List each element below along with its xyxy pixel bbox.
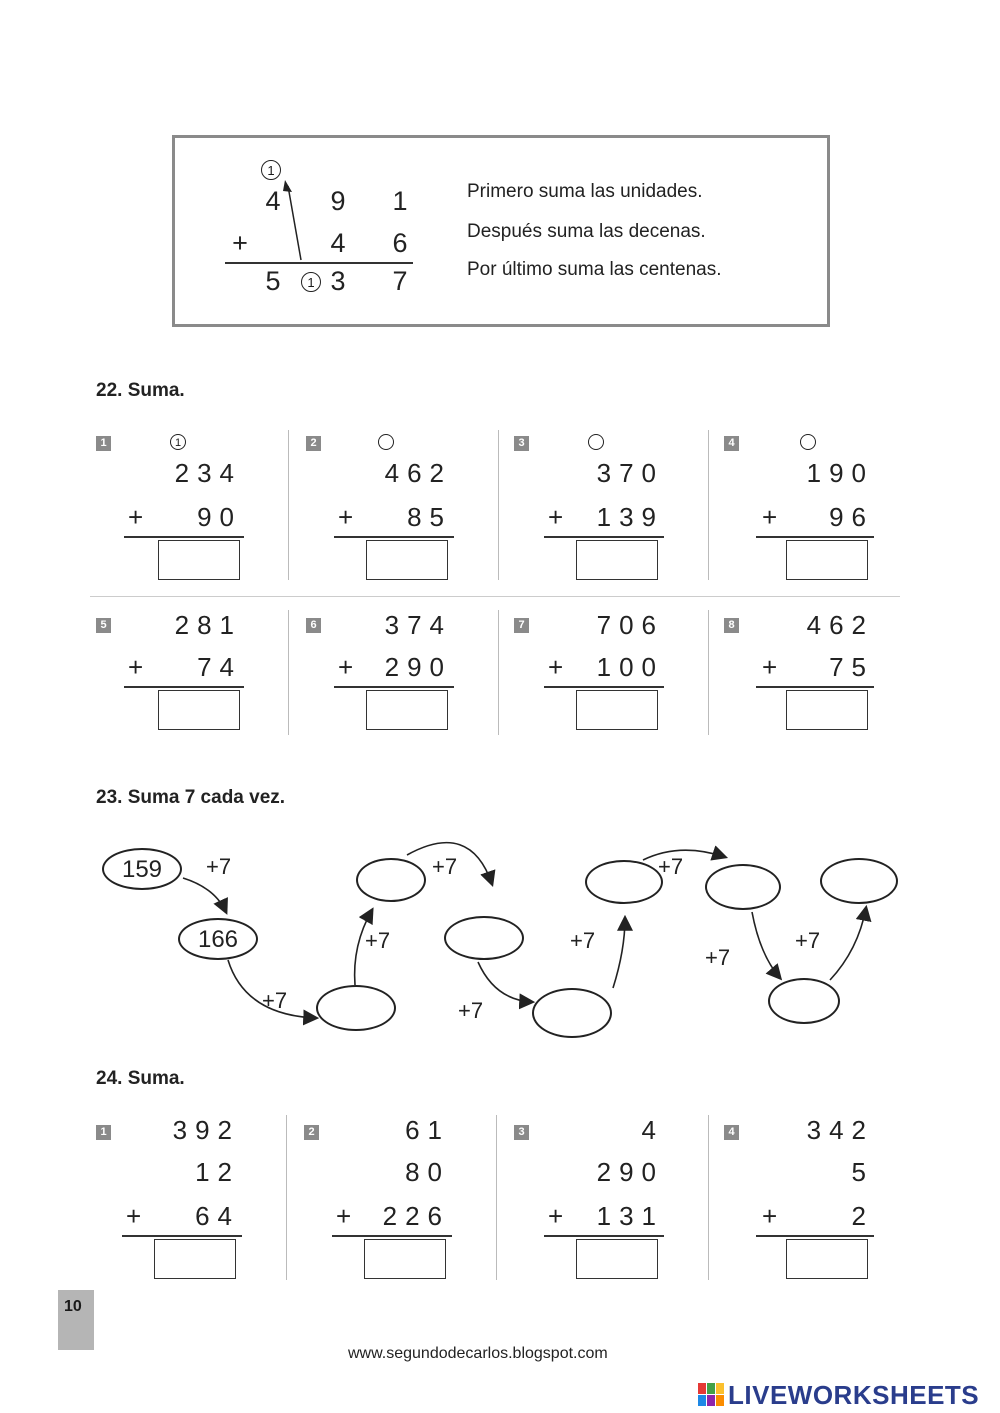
addend-bottom: 90 (197, 502, 242, 532)
addend-bottom: 75 (829, 652, 874, 682)
sum-line (756, 1235, 874, 1237)
example-plus: + (232, 228, 248, 258)
problem-24-2 (304, 1115, 514, 1285)
plus-seven-label: +7 (432, 854, 458, 879)
addend: 392 (172, 1115, 240, 1145)
answer-box[interactable] (786, 540, 868, 580)
addend: 2 (851, 1201, 874, 1231)
problem-24-3 (514, 1115, 724, 1285)
sum-line (756, 686, 874, 688)
problem-badge: 4 (724, 436, 739, 451)
chain-second-oval: 166 (178, 918, 258, 960)
addend: 226 (382, 1201, 450, 1231)
plus-seven-label: +7 (206, 854, 232, 879)
addend: 290 (596, 1157, 664, 1187)
sum-line (332, 1235, 452, 1237)
chain-answer-oval[interactable] (356, 858, 426, 902)
addend-bottom: 96 (829, 502, 874, 532)
addend-top: 374 (384, 610, 452, 640)
plus-seven-label: +7 (795, 928, 821, 953)
sum-line (544, 686, 664, 688)
problem-badge: 4 (724, 1125, 739, 1140)
example-bottom-digit: 4 (330, 228, 346, 258)
carry-circle[interactable] (378, 434, 394, 450)
plus-sign: + (128, 652, 144, 682)
plus-sign: + (548, 1201, 564, 1231)
example-line: Por último suma las centenas. (467, 259, 722, 280)
sum-line (544, 536, 664, 538)
example-line: Primero suma las unidades. (467, 181, 703, 202)
plus-sign: + (548, 652, 564, 682)
problem-24-1 (96, 1115, 306, 1285)
example-result-digit: 5 (265, 266, 281, 296)
addend: 4 (641, 1115, 664, 1145)
problem-22-4 (724, 430, 934, 585)
example-carry-bottom: 1 (301, 272, 321, 292)
plus-sign: + (762, 1201, 778, 1231)
plus-sign: + (336, 1201, 352, 1231)
footer-url[interactable]: www.segundodecarlos.blogspot.com (348, 1345, 608, 1362)
problem-24-4 (724, 1115, 934, 1285)
chain-answer-oval[interactable] (316, 985, 396, 1031)
example-box (172, 135, 830, 327)
addend-bottom: 290 (384, 652, 452, 682)
answer-box[interactable] (158, 540, 240, 580)
problem-22-6 (306, 610, 516, 735)
addend-top: 370 (596, 458, 664, 488)
brand-name: LIVEWORKSHEETS (728, 1380, 980, 1410)
answer-box[interactable] (576, 1239, 658, 1279)
answer-box[interactable] (576, 690, 658, 730)
problem-22-1 (96, 430, 306, 585)
section-23-title: 23. Suma 7 cada vez. (96, 787, 286, 808)
problem-badge: 3 (514, 1125, 529, 1140)
addend: 12 (195, 1157, 240, 1187)
sum-line (544, 1235, 664, 1237)
answer-box[interactable] (786, 1239, 868, 1279)
answer-box[interactable] (158, 690, 240, 730)
problem-22-3 (514, 430, 724, 585)
carry-circle[interactable] (588, 434, 604, 450)
sum-line (124, 686, 244, 688)
addend-bottom: 139 (596, 502, 664, 532)
addend: 342 (806, 1115, 874, 1145)
plus-seven-label: +7 (658, 854, 684, 879)
problem-22-5 (96, 610, 306, 735)
sum-line (122, 1235, 242, 1237)
problem-badge: 8 (724, 618, 739, 633)
plus-seven-label: +7 (570, 928, 596, 953)
sum-line (334, 536, 454, 538)
problem-22-2 (306, 430, 516, 585)
plus-sign: + (126, 1201, 142, 1231)
addend-bottom: 100 (596, 652, 664, 682)
plus-seven-label: +7 (458, 998, 484, 1023)
carry-circle[interactable] (800, 434, 816, 450)
chain-answer-oval[interactable] (768, 978, 840, 1024)
example-top-digit: 4 (265, 186, 281, 216)
answer-box[interactable] (154, 1239, 236, 1279)
problem-badge: 5 (96, 618, 111, 633)
example-line: Después suma las decenas. (467, 221, 706, 242)
chain-start-oval: 159 (102, 848, 182, 890)
problem-badge: 1 (96, 436, 111, 451)
section-24-title: 24. Suma. (96, 1068, 185, 1089)
example-result-digit: 3 (330, 266, 346, 296)
addend-top: 281 (174, 610, 242, 640)
plus-seven-label: +7 (365, 928, 391, 953)
addend-top: 190 (806, 458, 874, 488)
page-number: 10 (58, 1290, 94, 1350)
addend-bottom: 85 (407, 502, 452, 532)
plus-sign: + (338, 652, 354, 682)
addend: 131 (596, 1201, 664, 1231)
example-bottom-digit: 6 (392, 228, 408, 258)
divider (90, 596, 900, 597)
chain-answer-oval[interactable] (444, 916, 524, 960)
addend-bottom: 74 (197, 652, 242, 682)
sum-line (334, 686, 454, 688)
problem-badge: 2 (306, 436, 321, 451)
problem-badge: 7 (514, 618, 529, 633)
example-sum-line (225, 262, 413, 264)
plus-seven-label: +7 (262, 988, 288, 1013)
addend-top: 462 (384, 458, 452, 488)
answer-box[interactable] (364, 1239, 446, 1279)
problem-badge: 3 (514, 436, 529, 451)
carry-circle[interactable]: 1 (170, 434, 186, 450)
section-22-title: 22. Suma. (96, 380, 185, 401)
problem-badge: 2 (304, 1125, 319, 1140)
plus-seven-label: +7 (705, 945, 731, 970)
plus-sign: + (128, 502, 144, 532)
problem-badge: 1 (96, 1125, 111, 1140)
plus-sign: + (338, 502, 354, 532)
addend-top: 234 (174, 458, 242, 488)
answer-box[interactable] (366, 690, 448, 730)
example-top-digit: 9 (330, 186, 346, 216)
chain-answer-oval[interactable] (532, 988, 612, 1038)
plus-sign: + (548, 502, 564, 532)
chain-answer-oval[interactable] (705, 864, 781, 910)
answer-box[interactable] (576, 540, 658, 580)
answer-box[interactable] (786, 690, 868, 730)
example-top-digit: 1 (392, 186, 408, 216)
example-result-digit: 7 (392, 266, 408, 296)
chain-answer-oval[interactable] (585, 860, 663, 904)
plus-sign: + (762, 502, 778, 532)
liveworksheets-logo-icon (698, 1383, 724, 1407)
addend: 80 (405, 1157, 450, 1187)
addend: 61 (405, 1115, 450, 1145)
plus-sign: + (762, 652, 778, 682)
problem-badge: 6 (306, 618, 321, 633)
problem-22-8 (724, 610, 934, 735)
problem-22-7 (514, 610, 724, 735)
example-carry-top: 1 (261, 160, 281, 180)
sum-line (756, 536, 874, 538)
addend-top: 462 (806, 610, 874, 640)
addend-top: 706 (596, 610, 664, 640)
addend: 64 (195, 1201, 240, 1231)
chain-answer-oval[interactable] (820, 858, 898, 904)
sum-line (124, 536, 244, 538)
answer-box[interactable] (366, 540, 448, 580)
addend: 5 (851, 1157, 874, 1187)
